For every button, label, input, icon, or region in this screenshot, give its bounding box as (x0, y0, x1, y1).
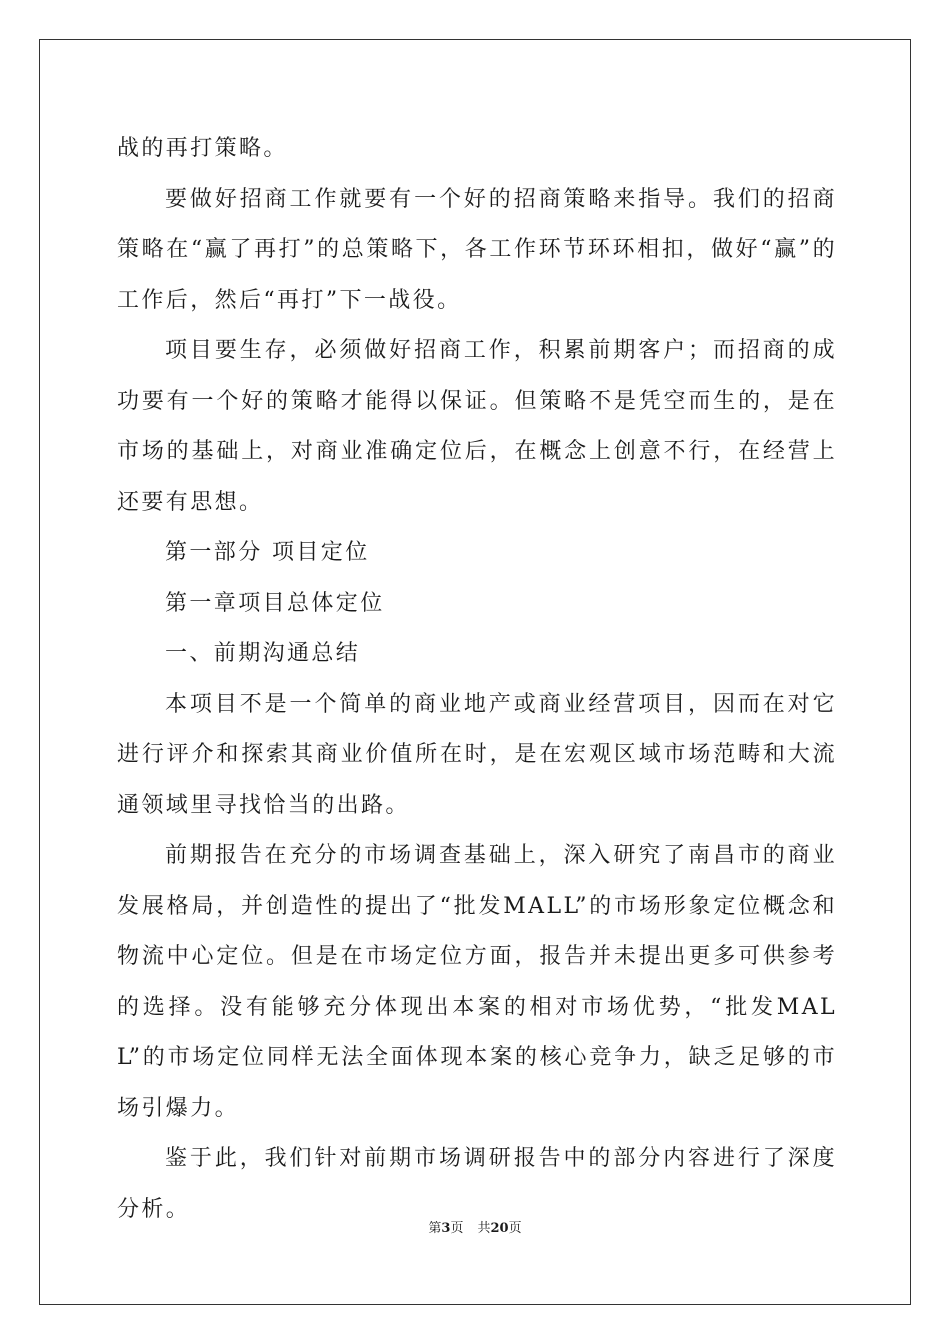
total-pages: 20 (490, 1221, 509, 1236)
paragraph-1: 战的再打策略。 (117, 136, 288, 161)
subsection-heading: 一、前期沟通总结 (165, 641, 361, 666)
document-body (117, 124, 837, 1235)
section-heading-part-one: 第一部分 项目定位 (165, 540, 370, 565)
paragraph-5: 前期报告在充分的市场调查基础上，深入研究了南昌市的商业发展格局，并创造性的提出了“批发MALL”的市场形象定位概念和物流中心定位。但是在市场定位方面，报告并未提出更多可供参考的选择。没有能够充分体现出本案的相对市场优势，“批发MALL”的市场定位同样无法全面体现本案的核心竞争力，缺乏足够的市场引爆力。 (117, 843, 837, 1121)
paragraph-3: 项目要生存，必须做好招商工作，积累前期客户；而招商的成功要有一个好的策略才能得以保证。但策略不是凭空而生的，是在市场的基础上，对商业准确定位后，在概念上创意不行，在经营上还要有思想。 (117, 338, 837, 515)
page-footer (0, 1219, 950, 1239)
total-suffix: 页 (508, 1221, 522, 1236)
page-number: 3 (441, 1221, 451, 1236)
paragraph-2: 要做好招商工作就要有一个好的招商策略来指导。我们的招商策略在“赢了再打”的总策略下，各工作环节环环相扣，做好“赢”的工作后，然后“再打”下一战役。 (117, 186, 837, 313)
page-prefix: 第 (428, 1221, 442, 1236)
paragraph-6: 鉴于此，我们针对前期市场调研报告中的部分内容进行了深度分析。 (117, 1146, 837, 1222)
paragraph-4: 本项目不是一个简单的商业地产或商业经营项目，因而在对它进行评介和探索其商业价值所在时，是在宏观区域市场范畴和大流通领域里寻找恰当的出路。 (117, 691, 837, 818)
page-suffix: 页 (450, 1221, 464, 1236)
total-prefix: 共 (477, 1221, 491, 1236)
chapter-heading: 第一章项目总体定位 (165, 590, 385, 616)
